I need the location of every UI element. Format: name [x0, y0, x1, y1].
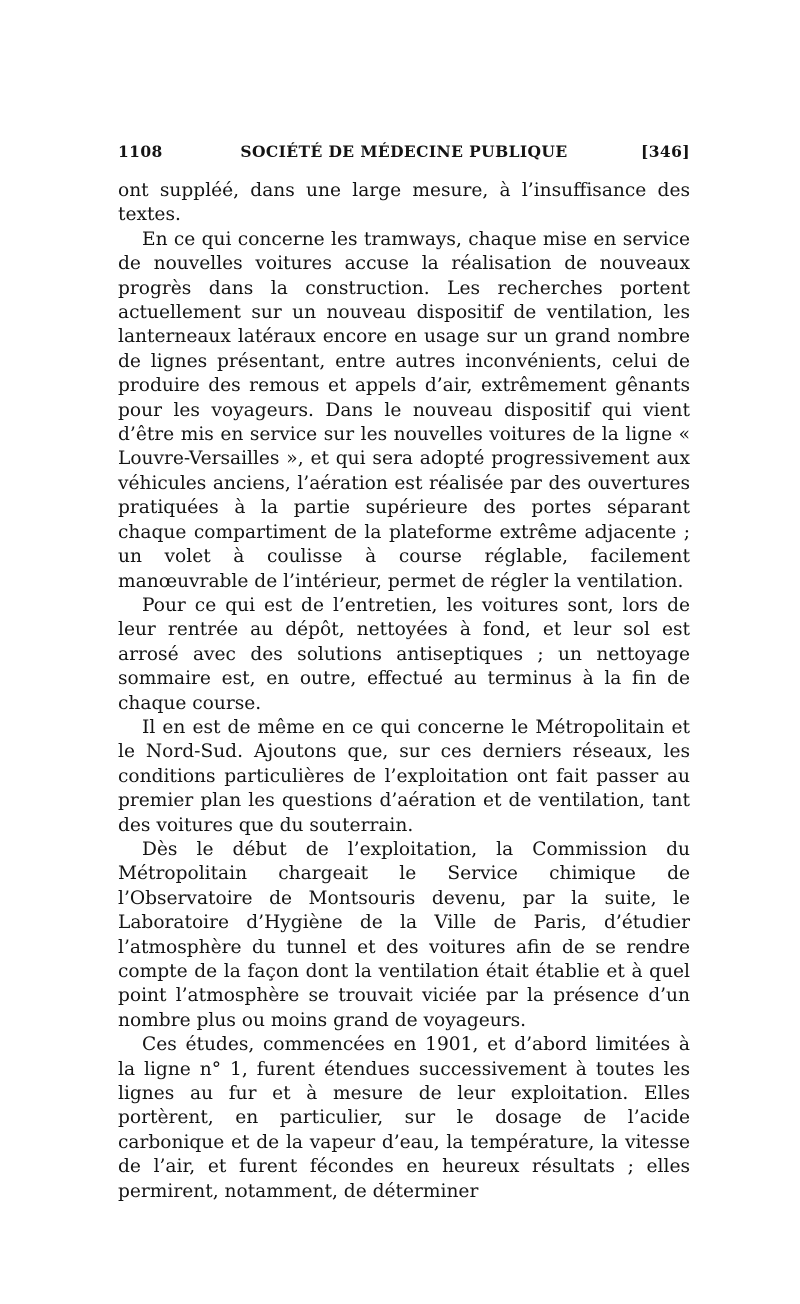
- paragraph-metropolitain: Il en est de même en ce qui concerne le Métropolitain et le Nord-Sud. Ajoutons que, sur ces derniers réseaux, les conditions particulières de l’exploitation ont fait passer au premier plan les questions d’aération et de ventilation, tant des voitures que du souterrain.: [118, 716, 690, 836]
- paragraph-commission: Dès le début de l’exploitation, la Commission du Métropolitain chargeait le Service chimique de l’Observatoire de Montsouris devenu, par la suite, le Laboratoire d’Hygiène de la Ville de Paris, d’étudier l’atmosphère du tunnel et des voitures afin de se rendre compte de la façon dont la ventilation était établie et à quel point l’atmosphère se trouvait viciée par la présence d’un nombre plus ou moins grand de voyageurs.: [118, 838, 690, 1031]
- paragraph-entretien: Pour ce qui est de l’entretien, les voitures sont, lors de leur rentrée au dépôt, nettoyées à fond, et leur sol est arrosé avec des solutions antiseptiques ; un nettoyage sommaire est, en outre, effectué au terminus à la fin de chaque course.: [118, 594, 690, 714]
- paragraph-tramways: En ce qui concerne les tramways, chaque mise en service de nouvelles voitures accuse la réalisation de nouveaux progrès dans la construction. Les recherches portent actuellement sur un nouveau dispositif de ventilation, les lanterneaux latéraux encore en usage sur un grand nombre de lignes présentant, entre autres inconvénients, celui de produire des remous et appels d’air, extrêmement gênants pour les voyageurs. Dans le nouveau dispositif qui vient d’être mis en service sur les nouvelles voitures de la ligne « Louvre-Versailles », et qui sera adopté progressivement aux véhicules anciens, l’aération est réalisée par des ouvertures pratiquées à la partie supérieure des portes séparant chaque compartiment de la plateforme extrême adjacente ; un volet à coulisse à course réglable, facilement manœuvrable de l’intérieur, permet de régler la ventilation.: [118, 228, 690, 592]
- page-reference: [346]: [640, 142, 690, 161]
- paragraph-etudes: Ces études, commencées en 1901, et d’abord limitées à la ligne n° 1, furent étendues successivement à toutes les lignes au fur et à mesure de leur exploitation. Elles portèrent, en particulier, sur le dosage de l’acide carbonique et de la vapeur d’eau, la température, la vitesse de l’air, et furent fécondes en heureux résultats ; elles permirent, notamment, de déterminer: [118, 1034, 690, 1202]
- running-title: SOCIÉTÉ DE MÉDECINE PUBLIQUE: [240, 142, 568, 161]
- paragraph-continuation: ont suppléé, dans une large mesure, à l’insuffisance des textes.: [118, 180, 690, 226]
- body-text: [118, 179, 690, 1204]
- book-page: [118, 142, 690, 1204]
- page-number: 1108: [118, 142, 163, 161]
- running-header: [118, 142, 690, 166]
